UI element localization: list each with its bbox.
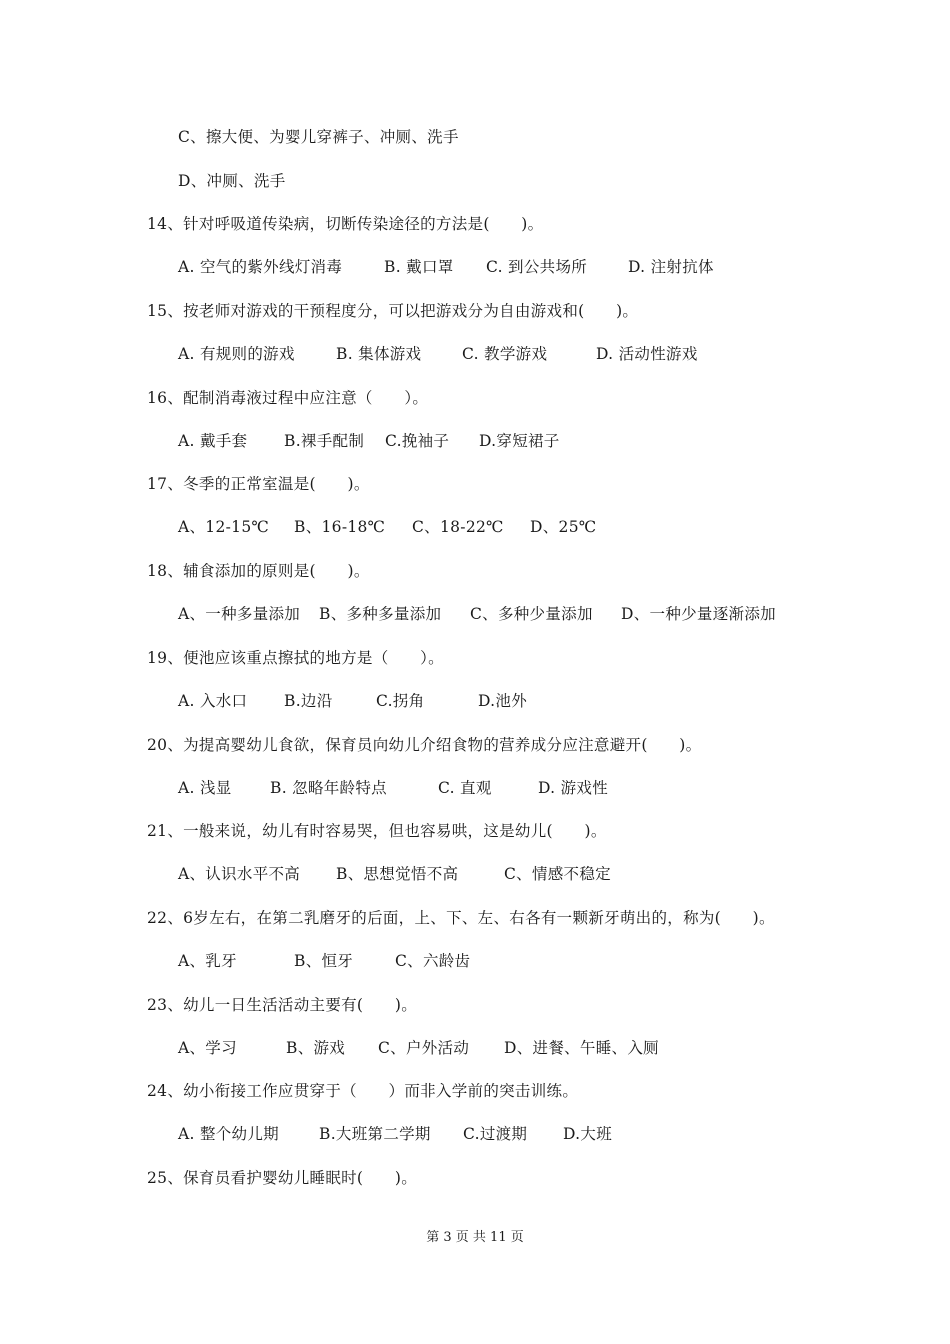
option-line: C、擦大便、为婴儿穿裤子、冲厕、洗手 [178, 128, 459, 146]
option-c: C、户外活动 [378, 1039, 470, 1057]
option-c: C. 直观 [438, 779, 492, 797]
question-23: 23、幼儿一日生活活动主要有( )。 [147, 996, 418, 1014]
option-c: C. 教学游戏 [462, 345, 548, 363]
option-a: A、一种多量添加 [178, 605, 301, 623]
option-a: A、认识水平不高 [178, 865, 301, 883]
options-19 [178, 691, 527, 711]
options-22 [178, 951, 470, 971]
options-15 [178, 344, 698, 364]
option-b: B.边沿 [284, 692, 333, 710]
option-b: B.裸手配制 [284, 432, 365, 450]
question-14: 14、针对呼吸道传染病，切断传染途径的方法是( )。 [147, 215, 544, 233]
option-d: D、25℃ [530, 518, 597, 536]
option-c: C、18-22℃ [412, 518, 504, 536]
question-18: 18、辅食添加的原则是( )。 [147, 562, 370, 580]
question-21: 21、一般来说，幼儿有时容易哭，但也容易哄，这是幼儿( )。 [147, 822, 607, 840]
option-b: B、恒牙 [294, 952, 354, 970]
option-b: B. 忽略年龄特点 [270, 779, 387, 797]
options-18 [178, 604, 776, 624]
option-a: A、学习 [178, 1039, 237, 1057]
option-b: B. 集体游戏 [336, 345, 422, 363]
option-a: A、12-15℃ [178, 518, 270, 536]
page-footer: 第 3 页 共 11 页 [426, 1230, 524, 1245]
option-a: A. 整个幼儿期 [178, 1125, 279, 1143]
question-20: 20、为提高婴幼儿食欲，保育员向幼儿介绍食物的营养成分应注意避开( )。 [147, 736, 702, 754]
option-b: B、思想觉悟不高 [336, 865, 459, 883]
options-23 [178, 1038, 659, 1058]
option-a: A、乳牙 [178, 952, 237, 970]
options-24 [178, 1124, 612, 1144]
question-24: 24、幼小衔接工作应贯穿于（ ）而非入学前的突击训练。 [147, 1082, 579, 1100]
option-a: A. 戴手套 [178, 432, 248, 450]
option-c: C、多种少量添加 [470, 605, 593, 623]
option-b: B. 戴口罩 [384, 258, 454, 276]
option-b: B、多种多量添加 [319, 605, 442, 623]
option-line: D、冲厕、洗手 [178, 172, 286, 190]
options-14 [178, 257, 714, 277]
question-15: 15、按老师对游戏的干预程度分，可以把游戏分为自由游戏和( )。 [147, 302, 639, 320]
options-20 [178, 778, 608, 798]
option-a: A. 有规则的游戏 [178, 345, 295, 363]
option-d: D、进餐、午睡、入厕 [504, 1039, 659, 1057]
option-c: C.拐角 [376, 692, 425, 710]
question-19: 19、便池应该重点擦拭的地方是（ ）。 [147, 649, 444, 667]
option-b: B、16-18℃ [294, 518, 386, 536]
question-17: 17、冬季的正常室温是( )。 [147, 475, 370, 493]
option-b: B.大班第二学期 [319, 1125, 431, 1143]
options-17 [178, 517, 597, 537]
option-d: D. 游戏性 [538, 779, 609, 797]
option-d: D、一种少量逐渐添加 [621, 605, 776, 623]
question-22: 22、6岁左右，在第二乳磨牙的后面，上、下、左、右各有一颗新牙萌出的，称为( )。 [147, 909, 775, 927]
option-b: B、游戏 [286, 1039, 346, 1057]
option-c: C、六龄齿 [395, 952, 471, 970]
question-25: 25、保育员看护婴幼儿睡眠时( )。 [147, 1169, 418, 1187]
option-a: A. 浅显 [178, 779, 232, 797]
question-16: 16、配制消毒液过程中应注意（ ）。 [147, 389, 429, 407]
option-c: C. 到公共场所 [486, 258, 588, 276]
options-21 [178, 864, 611, 884]
option-d: D.大班 [563, 1125, 613, 1143]
options-16 [178, 431, 560, 451]
option-d: D.穿短裙子 [479, 432, 560, 450]
option-c: C、情感不稳定 [504, 865, 611, 883]
option-d: D.池外 [478, 692, 528, 710]
option-a: A. 入水口 [178, 692, 248, 710]
option-c: C.过渡期 [463, 1125, 528, 1143]
option-d: D. 活动性游戏 [596, 345, 698, 363]
option-a: A. 空气的紫外线灯消毒 [178, 258, 343, 276]
option-c: C.挽袖子 [385, 432, 450, 450]
option-d: D. 注射抗体 [628, 258, 714, 276]
